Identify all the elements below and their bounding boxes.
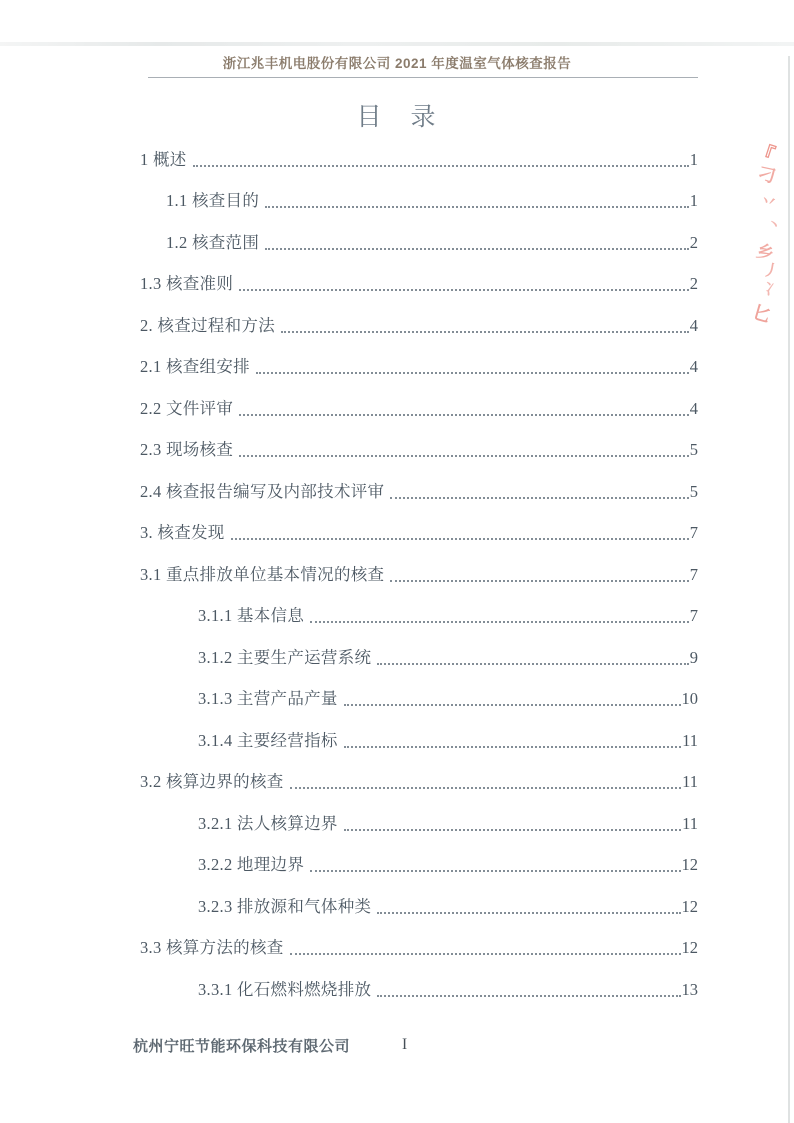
toc-page-number: 7 xyxy=(689,606,698,625)
toc-entry xyxy=(140,926,698,968)
toc-page-number: 4 xyxy=(689,398,698,418)
toc-leader-dots xyxy=(290,950,681,955)
toc-leader-dots xyxy=(290,784,682,789)
toc-entry xyxy=(140,801,698,843)
page-title: 目 录 xyxy=(356,104,438,131)
toc-entry-label: 3.2 核算边界的核查 xyxy=(140,772,284,791)
toc-entry-label: 2.1 核查组安排 xyxy=(140,357,250,376)
toc-entry xyxy=(140,262,698,304)
toc-entry xyxy=(140,511,698,553)
toc-entry xyxy=(140,428,698,470)
toc-entry-label: 3.1.4 主要经营指标 xyxy=(198,730,338,750)
toc-page-number: 1 xyxy=(689,149,698,169)
header-divider-rule xyxy=(148,77,698,78)
toc-entry-label: 1.1 核查目的 xyxy=(166,191,260,210)
toc-entry-label: 3.1.1 基本信息 xyxy=(198,606,305,625)
toc-entry xyxy=(140,843,698,885)
toc-entry-label: 1.2 核查范围 xyxy=(166,232,260,252)
toc-page-number: 7 xyxy=(689,564,698,584)
toc-leader-dots xyxy=(239,411,689,416)
toc-page-number: 5 xyxy=(689,481,698,501)
toc-entry xyxy=(140,677,698,719)
toc-entry xyxy=(140,760,698,802)
toc-page-number: 4 xyxy=(689,357,698,376)
toc-leader-dots xyxy=(256,369,689,374)
toc-page-number: 2 xyxy=(689,232,698,252)
toc-leader-dots xyxy=(377,909,680,914)
toc-entry xyxy=(140,967,698,1009)
stamp-fragment: 冫 xyxy=(765,282,781,298)
scan-shadow-band xyxy=(0,42,794,46)
stamp-fragment: 丷 xyxy=(759,192,778,213)
toc-page-number: 10 xyxy=(681,689,698,708)
toc-page-number: 7 xyxy=(689,523,698,542)
toc-leader-dots xyxy=(231,535,689,540)
toc-entry xyxy=(140,635,698,677)
toc-entry xyxy=(140,718,698,760)
toc-entry-label: 3.3 核算方法的核查 xyxy=(140,938,284,957)
stamp-fragment: 匕 xyxy=(750,301,774,327)
toc-entry xyxy=(140,386,698,428)
toc-page-number: 11 xyxy=(682,813,698,833)
stamp-fragment: 丿 xyxy=(761,261,781,282)
toc-page-number: 11 xyxy=(682,730,698,750)
stamp-fragment: 刁 xyxy=(755,163,778,187)
toc-entry xyxy=(140,303,698,345)
toc-entry-label: 1 概述 xyxy=(140,149,187,169)
toc-page-number: 12 xyxy=(681,896,698,916)
toc-entry-label: 3.2.1 法人核算边界 xyxy=(198,813,338,833)
toc-entry xyxy=(140,345,698,387)
toc-entry xyxy=(140,179,698,221)
toc-entry-label: 1.3 核查准则 xyxy=(140,274,234,293)
page-scan-edge-line xyxy=(788,56,790,1123)
toc-leader-dots xyxy=(390,577,688,582)
toc-page-number: 12 xyxy=(681,855,698,874)
toc-page-number: 1 xyxy=(689,191,698,210)
toc-leader-dots xyxy=(310,867,680,872)
toc-leader-dots xyxy=(344,701,681,706)
toc-entry xyxy=(140,884,698,926)
stamp-fragment: 『 xyxy=(751,140,778,168)
toc-leader-dots xyxy=(390,494,688,499)
toc-leader-dots xyxy=(344,826,681,831)
toc-entry-label: 2.4 核查报告编写及内部技术评审 xyxy=(140,481,385,501)
toc-entry xyxy=(140,594,698,636)
footer-page-number: I xyxy=(402,1036,408,1053)
toc-entry xyxy=(140,220,698,262)
document-header: 浙江兆丰机电股份有限公司 2021 年度温室气体核查报告 xyxy=(222,56,572,71)
toc-page-number: 13 xyxy=(681,979,698,999)
toc-entry-label: 3.1.3 主营产品产量 xyxy=(198,689,338,708)
stamp-fragment: 乡 xyxy=(754,241,776,264)
toc-entry-label: 3.3.1 化石燃料燃烧排放 xyxy=(198,979,372,999)
toc-leader-dots xyxy=(265,245,689,250)
toc-page-number: 9 xyxy=(689,647,698,667)
toc-leader-dots xyxy=(281,328,689,333)
toc-entry-label: 2.3 现场核查 xyxy=(140,440,234,459)
toc xyxy=(140,137,698,1009)
toc-page-number: 5 xyxy=(689,440,698,459)
toc-page-number: 4 xyxy=(689,315,698,335)
toc-entry-label: 3.2.3 排放源和气体种类 xyxy=(198,896,372,916)
toc-leader-dots xyxy=(310,618,689,623)
toc-entry xyxy=(140,137,698,179)
toc-leader-dots xyxy=(193,162,689,167)
stamp-fragment: 丶 xyxy=(767,219,781,234)
toc-page-number: 11 xyxy=(682,772,698,791)
toc-entry-label: 2.2 文件评审 xyxy=(140,398,234,418)
toc-leader-dots xyxy=(239,286,689,291)
toc-leader-dots xyxy=(377,660,688,665)
toc-entry-label: 3.1 重点排放单位基本情况的核查 xyxy=(140,564,385,584)
toc-leader-dots xyxy=(344,743,681,748)
footer-company-name: 杭州宁旺节能环保科技有限公司 xyxy=(133,1038,351,1055)
toc-entry-label: 2. 核查过程和方法 xyxy=(140,315,275,335)
toc-leader-dots xyxy=(239,452,689,457)
toc-entry xyxy=(140,469,698,511)
toc-page-number: 12 xyxy=(681,938,698,957)
toc-leader-dots xyxy=(377,992,680,997)
toc-entry-label: 3.2.2 地理边界 xyxy=(198,855,305,874)
toc-leader-dots xyxy=(265,203,689,208)
toc-entry-label: 3. 核查发现 xyxy=(140,523,225,542)
red-stamp-marks xyxy=(745,135,790,335)
toc-page-number: 2 xyxy=(689,274,698,293)
toc-entry-label: 3.1.2 主要生产运营系统 xyxy=(198,647,372,667)
toc-entry xyxy=(140,552,698,594)
